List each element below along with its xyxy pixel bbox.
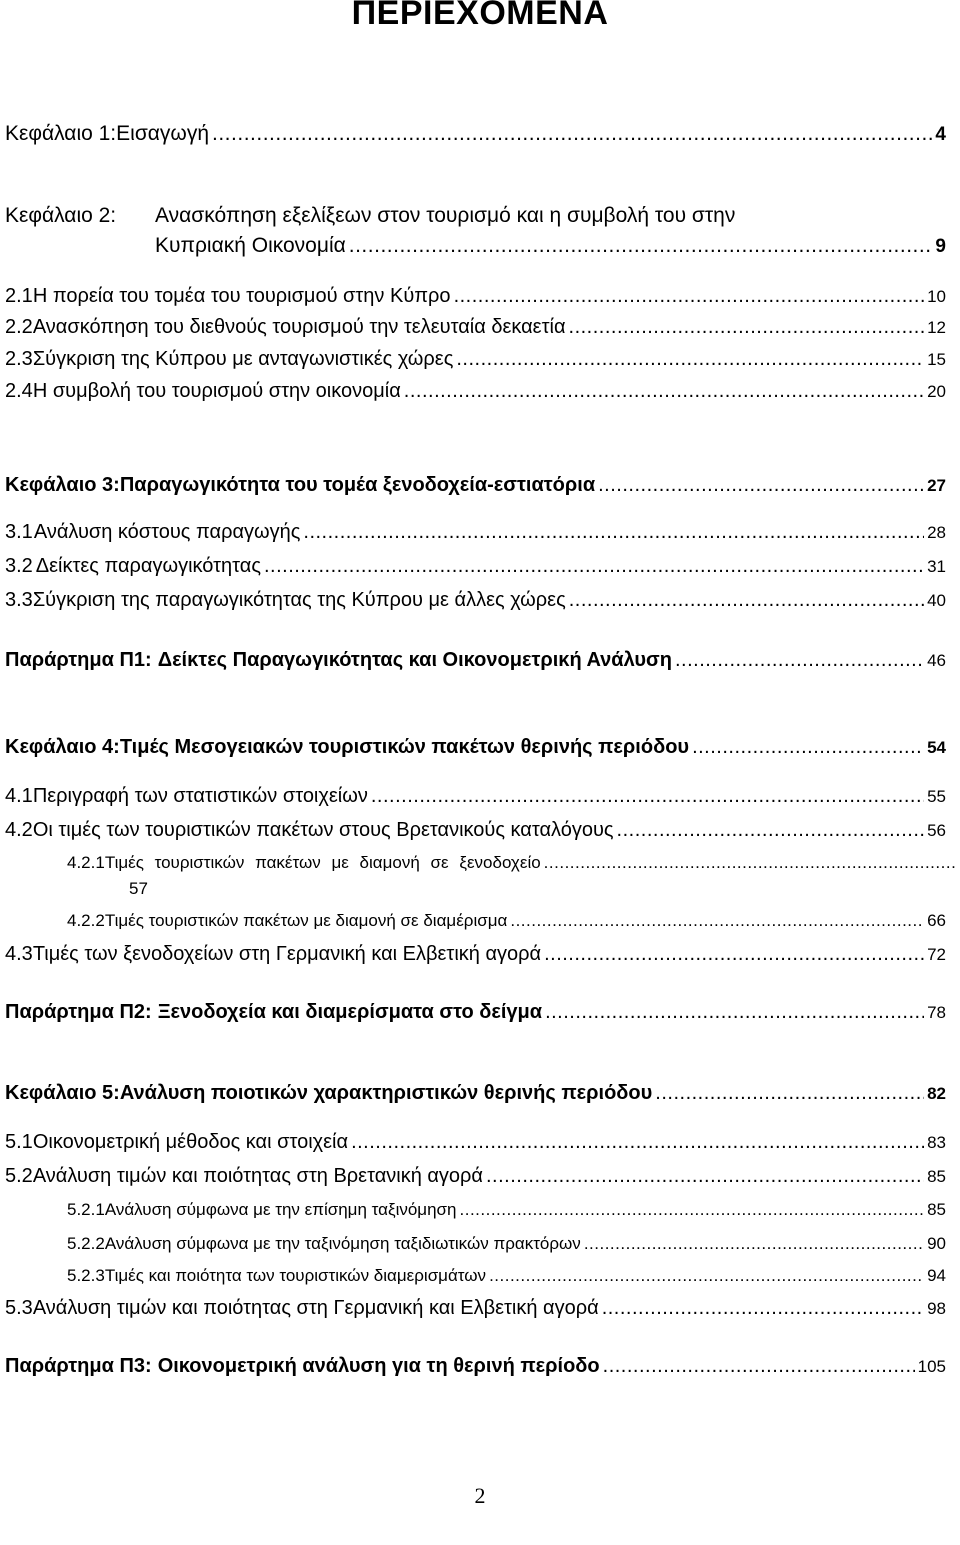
toc-entry-appendix-p3[interactable]	[5, 1355, 946, 1378]
dot-leader	[351, 1131, 924, 1154]
toc-entry-5-2[interactable]	[5, 1165, 946, 1188]
toc-entry-chapter-2-line1[interactable]	[5, 204, 735, 228]
section-title: Η πορεία του τομέα του τουρισμού στην Κύπρο	[32, 285, 451, 307]
section-number: 4.3	[5, 943, 33, 965]
section-number: 2.3	[5, 348, 33, 370]
page-number: 4	[935, 124, 946, 145]
section-number: 5.2	[5, 1165, 33, 1187]
page-number: 98	[927, 1299, 946, 1318]
page-number: 54	[927, 738, 946, 757]
page-number: 82	[927, 1084, 946, 1103]
appendix-number: Παράρτημα Π3:	[5, 1355, 152, 1377]
section-title: Ανάλυση τιμών και ποιότητας στη Γερμανική και Ελβετική αγορά	[32, 1297, 599, 1319]
dot-leader	[303, 521, 924, 544]
toc-entry-4-2-2[interactable]	[67, 911, 946, 931]
appendix-number: Παράρτημα Π2:	[5, 1001, 152, 1023]
page-number: 12	[927, 318, 946, 337]
page-number: 31	[927, 557, 946, 576]
dot-leader	[692, 736, 924, 759]
appendix-title: Δείκτες Παραγωγικότητας και Οικονομετρική Ανάλυση	[157, 649, 672, 671]
page-number: 90	[927, 1234, 946, 1253]
section-title: Η συμβολή του τουρισμού στην οικονομία	[32, 380, 401, 402]
page-number: 28	[927, 523, 946, 542]
appendix-title: Ξενοδοχεία και διαμερίσματα στο δείγμα	[157, 1001, 543, 1023]
toc-entry-appendix-p1[interactable]	[5, 649, 946, 672]
toc-entry-2-2[interactable]	[5, 316, 946, 339]
subsection-title: Τιμές τουριστικών πακέτων με διαμονή σε διαμέρισμα	[104, 911, 508, 930]
page-number: 27	[927, 476, 946, 495]
section-title: Ανασκόπηση του διεθνούς τουρισμού την τελευταία δεκαετία	[32, 316, 566, 338]
dot-leader	[675, 649, 924, 672]
toc-entry-2-4[interactable]	[5, 380, 946, 403]
section-title: Οικονομετρική μέθοδος και στοιχεία	[32, 1131, 349, 1153]
toc-entry-3-2[interactable]	[5, 555, 946, 578]
page-number: 78	[927, 1003, 946, 1022]
dot-leader	[569, 316, 925, 339]
section-number: 2.1	[5, 285, 33, 307]
chapter-title: Παραγωγικότητα του τομέα ξενοδοχεία-εστιατόρια	[119, 474, 596, 496]
subsection-title: Ανάλυση σύμφωνα με την ταξινόμηση ταξιδιωτικών πρακτόρων	[104, 1234, 581, 1253]
chapter-number: Κεφάλαιο 3:	[5, 474, 120, 496]
page-title: ΠΕΡΙΕΧΟΜΕΝΑ	[351, 0, 609, 32]
page-number: 20	[927, 382, 946, 401]
dot-leader	[212, 122, 932, 146]
page-number: 46	[927, 651, 946, 670]
chapter-title: Τιμές Μεσογειακών τουριστικών πακέτων θερινής περιόδου	[119, 736, 690, 758]
page-number: 55	[927, 787, 946, 806]
toc-entry-4-2[interactable]	[5, 819, 946, 842]
section-title: Περιγραφή των στατιστικών στοιχείων	[32, 785, 368, 807]
section-title: Σύγκριση της Κύπρου με ανταγωνιστικές χώρες	[32, 348, 454, 370]
page-number: 15	[927, 350, 946, 369]
section-number: 5.3	[5, 1297, 33, 1319]
dot-leader	[264, 555, 924, 578]
section-title: Ανάλυση κόστους παραγωγής	[33, 521, 301, 543]
chapter-title-line2: Κυπριακή Οικονομία	[155, 234, 346, 257]
section-title: Οι τιμές των τουριστικών πακέτων στους Βρετανικούς καταλόγους	[32, 819, 614, 841]
dot-leader	[544, 853, 955, 873]
appendix-number: Παράρτημα Π1:	[5, 649, 152, 671]
section-number: 4.2	[5, 819, 33, 841]
dot-leader	[454, 285, 925, 308]
toc-entry-5-1[interactable]	[5, 1131, 946, 1154]
chapter-number: Κεφάλαιο 2:	[5, 204, 117, 227]
dot-leader	[460, 1200, 925, 1220]
appendix-title: Οικονομετρική ανάλυση για τη θερινή περίοδο	[157, 1355, 600, 1377]
page-number: 85	[927, 1167, 946, 1186]
dot-leader	[603, 1355, 915, 1378]
subsection-number: 4.2.2	[67, 911, 105, 930]
section-number: 3.3	[5, 589, 33, 611]
toc-entry-4-1[interactable]	[5, 785, 946, 808]
subsection-number: 5.2.3	[67, 1266, 105, 1285]
page-number: 9	[935, 236, 946, 257]
toc-entry-chapter-2-line2[interactable]	[155, 234, 946, 258]
chapter-number: Κεφάλαιο 4:	[5, 736, 120, 758]
page-number: 40	[927, 591, 946, 610]
page-number: 105	[917, 1357, 946, 1376]
section-title: Τιμές των ξενοδοχείων στη Γερμανική και Ελβετική αγορά	[32, 943, 542, 965]
dot-leader	[404, 380, 924, 403]
section-number: 2.2	[5, 316, 33, 338]
chapter-title-line1: Ανασκόπηση εξελίξεων στον τουρισμό και η συμβολή του στην	[155, 204, 736, 227]
section-title: Σύγκριση της παραγωγικότητας της Κύπρου με άλλες χώρες	[32, 589, 566, 611]
section-title: Δείκτες παραγωγικότητας	[35, 555, 261, 577]
page-number: 94	[927, 1266, 946, 1285]
dot-leader	[584, 1234, 924, 1254]
dot-leader	[371, 785, 924, 808]
subsection-number: 5.2.1	[67, 1200, 105, 1219]
chapter-title: Εισαγωγή	[116, 122, 210, 145]
section-number: 2.4	[5, 380, 33, 402]
page-number: 66	[927, 911, 946, 930]
page-number: 72	[927, 945, 946, 964]
toc-entry-2-3[interactable]	[5, 348, 946, 371]
page-number: 10	[927, 287, 946, 306]
toc-entry-2-1[interactable]	[5, 285, 946, 308]
dot-leader	[489, 1266, 924, 1286]
toc-entry-chapter-4[interactable]	[5, 736, 946, 759]
section-title: Ανάλυση τιμών και ποιότητας στη Βρετανική αγορά	[32, 1165, 483, 1187]
dot-leader	[456, 348, 924, 371]
dot-leader	[617, 819, 925, 842]
subsection-title: Τιμές τουριστικών πακέτων με διαμονή σε ξενοδοχείο	[104, 853, 541, 872]
dot-leader	[598, 474, 924, 497]
toc-entry-3-1[interactable]	[5, 521, 946, 544]
toc-entry-chapter-5[interactable]	[5, 1082, 946, 1105]
section-number: 3.1	[5, 521, 33, 543]
toc-entry-appendix-p2[interactable]	[5, 1001, 946, 1024]
dot-leader	[349, 234, 933, 258]
dot-leader	[602, 1297, 924, 1320]
subsection-number: 4.2.1	[67, 853, 105, 872]
dot-leader	[486, 1165, 924, 1188]
toc-entry-5-3[interactable]	[5, 1297, 946, 1320]
page-number: 56	[927, 821, 946, 840]
dot-leader	[544, 943, 924, 966]
dot-leader	[545, 1001, 924, 1024]
subsection-title: Τιμές και ποιότητα των τουριστικών διαμερισμάτων	[104, 1266, 487, 1285]
dot-leader	[510, 911, 924, 931]
chapter-number: Κεφάλαιο 1:	[5, 122, 117, 145]
subsection-number: 5.2.2	[67, 1234, 105, 1253]
dot-leader	[569, 589, 924, 612]
toc-entry-5-2-3[interactable]	[67, 1266, 946, 1286]
page-footer-number: 2	[474, 1483, 486, 1508]
section-number: 5.1	[5, 1131, 33, 1153]
chapter-title: Ανάλυση ποιοτικών χαρακτηριστικών θερινής περιόδου	[119, 1082, 653, 1104]
dot-leader	[655, 1082, 924, 1105]
subsection-title: Ανάλυση σύμφωνα με την επίσημη ταξινόμηση	[104, 1200, 457, 1219]
toc-entry-chapter-1[interactable]	[5, 122, 946, 146]
page-number-4-2-1: 57	[129, 879, 148, 898]
toc-entry-5-2-2[interactable]	[67, 1234, 946, 1254]
page-number: 83	[927, 1133, 946, 1152]
section-number: 4.1	[5, 785, 33, 807]
toc-entry-4-3[interactable]	[5, 943, 946, 966]
chapter-number: Κεφάλαιο 5:	[5, 1082, 120, 1104]
toc-entry-4-2-1[interactable]	[67, 853, 958, 873]
section-number: 3.2	[5, 555, 33, 577]
toc-entry-5-2-1[interactable]	[67, 1200, 946, 1220]
toc-entry-chapter-3[interactable]	[5, 474, 946, 497]
page-number: 85	[927, 1200, 946, 1219]
toc-entry-3-3[interactable]	[5, 589, 946, 612]
